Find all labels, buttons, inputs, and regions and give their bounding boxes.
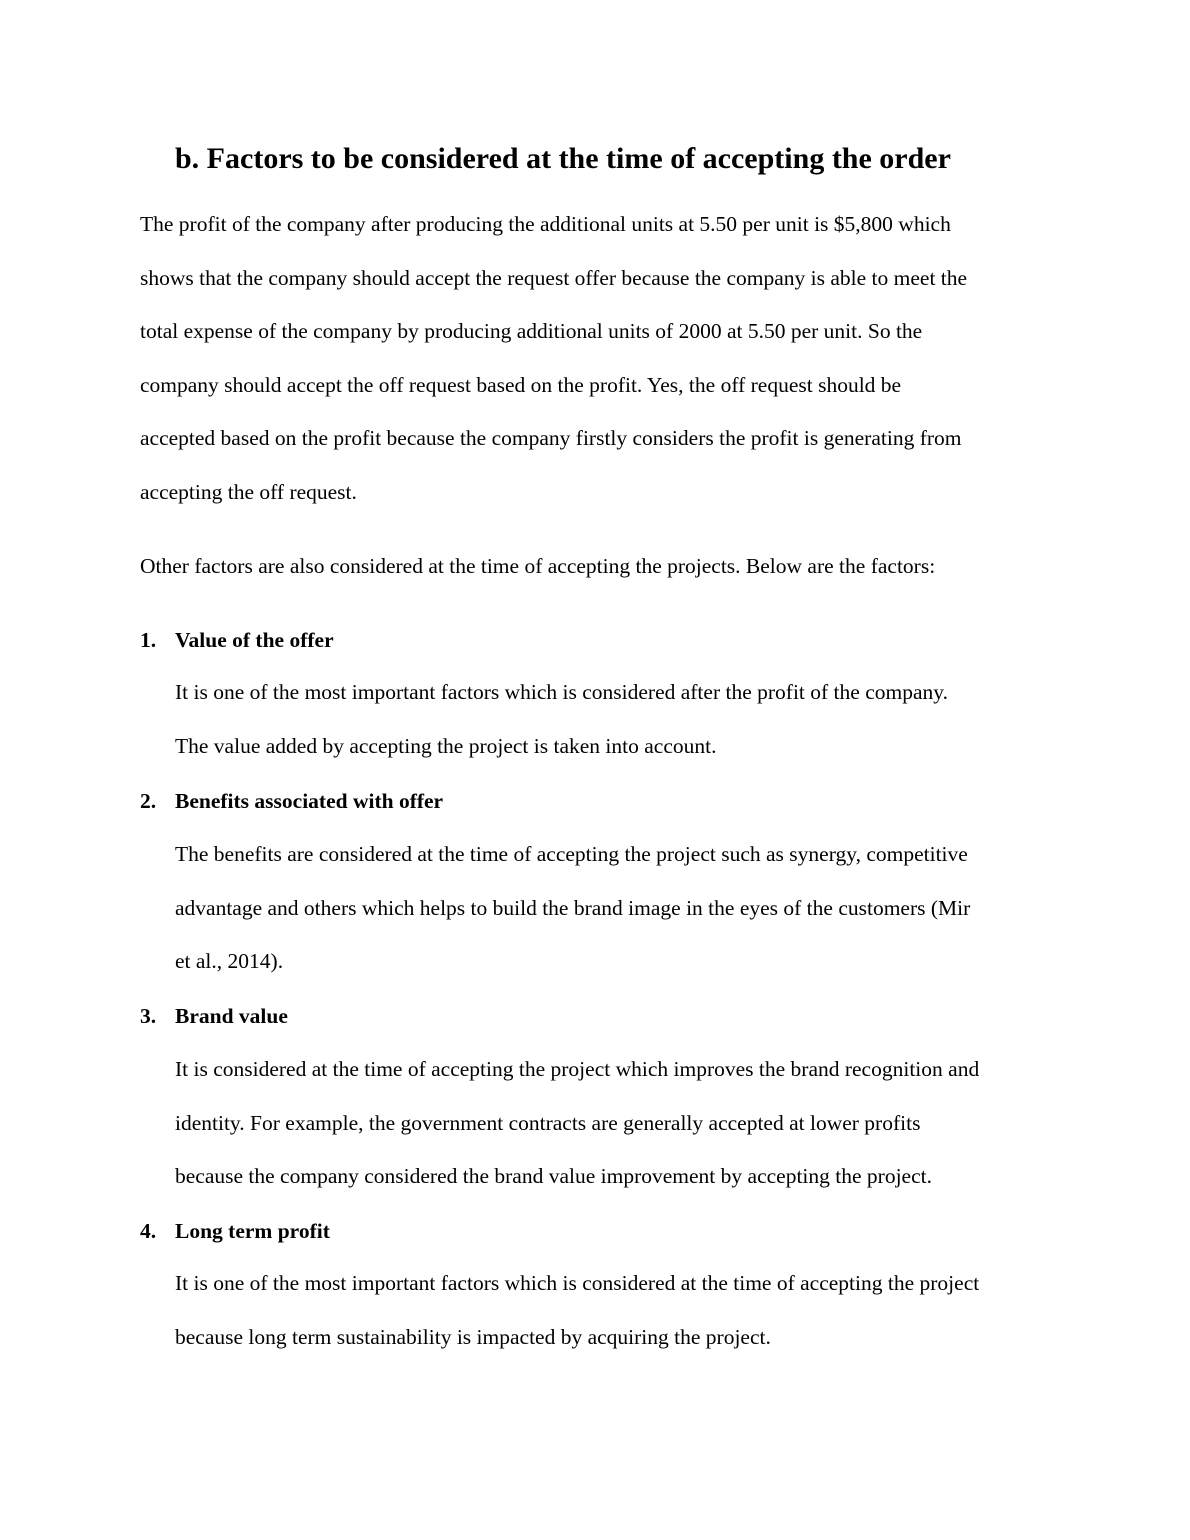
factor-title: Benefits associated with offer — [175, 789, 444, 813]
intro-line: shows that the company should accept the request offer because the company is able to meet the — [140, 265, 968, 290]
lead-in-line: Other factors are also considered at the time of accepting the projects. Below are the factors: — [140, 554, 936, 578]
factor-number: 4. — [140, 1219, 157, 1243]
factor-number: 1. — [140, 628, 157, 652]
factor-line: because long term sustainability is impacted by acquiring the project. — [175, 1324, 771, 1349]
factor-line: because the company considered the brand value improvement by accepting the project. — [175, 1164, 932, 1189]
factor-line: advantage and others which helps to build the brand image in the eyes of the customers (Mir — [175, 895, 971, 920]
factor-title: Long term profit — [175, 1219, 330, 1243]
intro-line: total expense of the company by producing additional units of 2000 at 5.50 per unit. So the — [140, 319, 923, 344]
factor-heading-value-of-offer — [140, 625, 334, 655]
intro-line: The profit of the company after producing the additional units at 5.50 per unit is $5,800 which — [140, 212, 951, 236]
factor-line: It is considered at the time of accepting the project which improves the brand recognition and — [175, 1057, 980, 1081]
factor-heading-benefits — [140, 786, 443, 816]
intro-line: accepting the off request. — [140, 479, 357, 504]
factor-heading-long-term-profit — [140, 1216, 330, 1246]
factor-number: 2. — [140, 789, 157, 813]
factor-number: 3. — [140, 1004, 157, 1028]
factor-heading-brand-value — [140, 1001, 288, 1031]
factor-body-value-of-offer — [175, 666, 1075, 773]
factor-body-brand-value — [175, 1043, 1075, 1204]
factor-body-long-term-profit — [175, 1257, 1075, 1364]
intro-paragraph — [140, 198, 1060, 520]
lead-in-paragraph — [140, 540, 1060, 594]
factor-line: The benefits are considered at the time of accepting the project such as synergy, competitive — [175, 842, 968, 866]
intro-line: company should accept the off request based on the profit. Yes, the off request should be — [140, 372, 902, 397]
section-heading: b. Factors to be considered at the time of accepting the order — [175, 142, 951, 175]
factor-title: Value of the offer — [175, 628, 334, 652]
factor-line: It is one of the most important factors which is considered after the profit of the company. — [175, 680, 948, 704]
factor-line: It is one of the most important factors which is considered at the time of accepting the project — [175, 1271, 980, 1295]
factor-line: et al., 2014). — [175, 949, 284, 974]
factor-line: The value added by accepting the project is taken into account. — [175, 733, 717, 758]
factor-title: Brand value — [175, 1004, 288, 1028]
intro-line: accepted based on the profit because the company firstly considers the profit is generating from — [140, 426, 962, 451]
factor-line: identity. For example, the government contracts are generally accepted at lower profits — [175, 1110, 921, 1135]
factor-body-benefits — [175, 828, 1075, 989]
